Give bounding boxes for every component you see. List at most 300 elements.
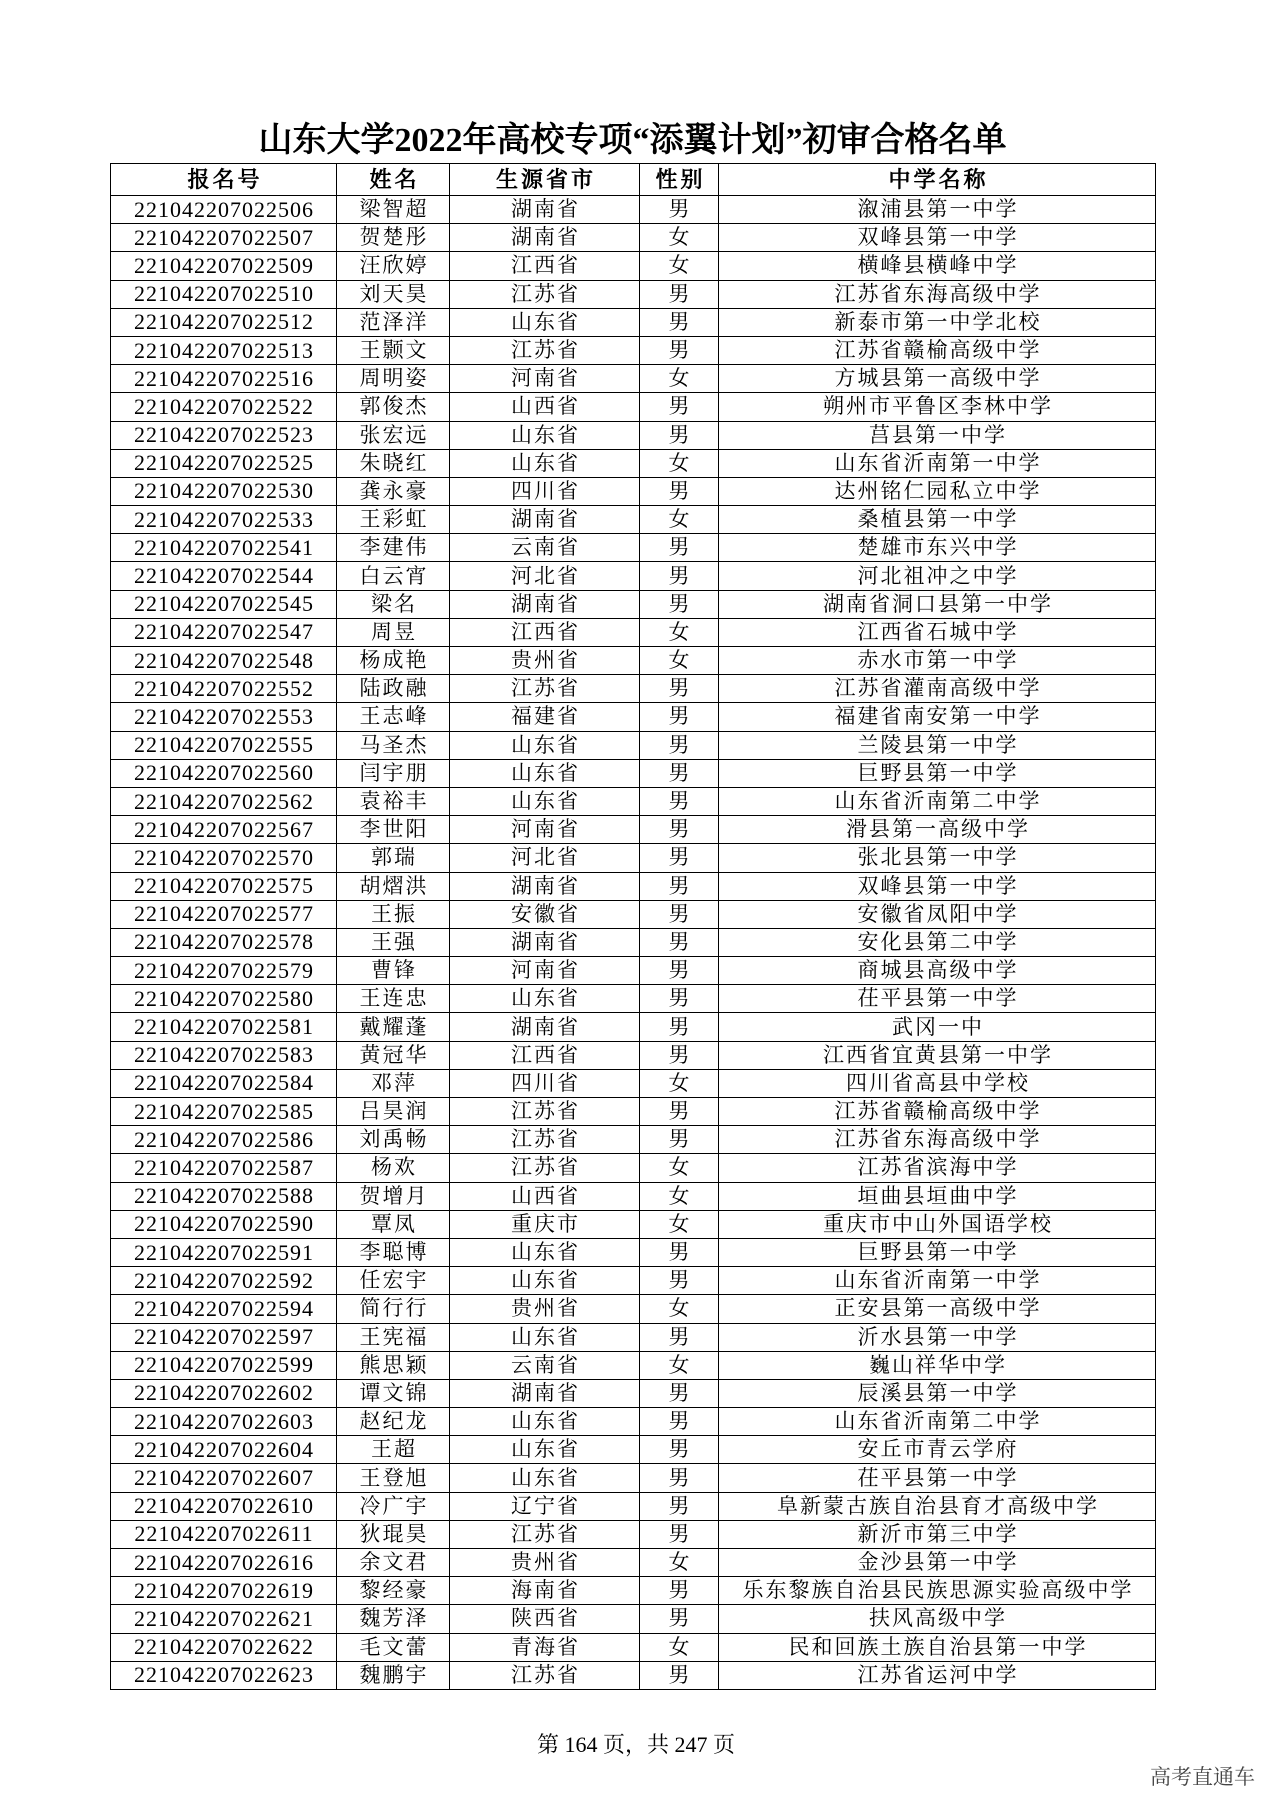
cell-name: 王登旭 (337, 1464, 450, 1492)
cell-gender: 男 (640, 788, 719, 816)
cell-name: 狄琨昊 (337, 1521, 450, 1549)
table-row (111, 1521, 1156, 1549)
cell-province: 云南省 (450, 1352, 640, 1380)
cell-gender: 女 (640, 1183, 719, 1211)
cell-gender: 男 (640, 337, 719, 365)
cell-reg-no: 221042207022560 (111, 760, 337, 788)
cell-reg-no: 221042207022525 (111, 450, 337, 478)
cell-name: 袁裕丰 (337, 788, 450, 816)
table-row (111, 422, 1156, 450)
cell-school: 江苏省灌南高级中学 (719, 675, 1156, 703)
watermark: 高考直通车 (1150, 1765, 1255, 1789)
cell-reg-no: 221042207022516 (111, 365, 337, 393)
cell-name: 王志峰 (337, 703, 450, 731)
cell-gender: 女 (640, 1549, 719, 1577)
cell-school: 茌平县第一中学 (719, 985, 1156, 1013)
table-row (111, 450, 1156, 478)
cell-school: 巨野县第一中学 (719, 760, 1156, 788)
cell-reg-no: 221042207022507 (111, 224, 337, 252)
cell-province: 山西省 (450, 393, 640, 421)
cell-gender: 女 (640, 1154, 719, 1182)
cell-reg-no: 221042207022533 (111, 506, 337, 534)
cell-name: 周明姿 (337, 365, 450, 393)
table-row (111, 337, 1156, 365)
table-row (111, 252, 1156, 280)
cell-gender: 男 (640, 1662, 719, 1690)
cell-reg-no: 221042207022611 (111, 1521, 337, 1549)
cell-name: 简行行 (337, 1295, 450, 1323)
cell-gender: 女 (640, 252, 719, 280)
cell-reg-no: 221042207022513 (111, 337, 337, 365)
table-row (111, 393, 1156, 421)
table-row (111, 1126, 1156, 1154)
cell-gender: 女 (640, 1352, 719, 1380)
cell-school: 横峰县横峰中学 (719, 252, 1156, 280)
cell-name: 杨成艳 (337, 647, 450, 675)
table-row (111, 562, 1156, 590)
table-row (111, 732, 1156, 760)
cell-province: 河南省 (450, 816, 640, 844)
table-row (111, 703, 1156, 731)
cell-province: 山东省 (450, 1408, 640, 1436)
table-row (111, 929, 1156, 957)
cell-province: 重庆市 (450, 1211, 640, 1239)
cell-gender: 男 (640, 844, 719, 872)
cell-province: 贵州省 (450, 647, 640, 675)
cell-province: 山东省 (450, 1267, 640, 1295)
cell-gender: 男 (640, 1577, 719, 1605)
cell-gender: 男 (640, 1605, 719, 1633)
cell-gender: 男 (640, 1013, 719, 1041)
cell-gender: 女 (640, 365, 719, 393)
table-row (111, 1013, 1156, 1041)
cell-name: 龚永豪 (337, 478, 450, 506)
cell-reg-no: 221042207022555 (111, 732, 337, 760)
cell-gender: 男 (640, 732, 719, 760)
cell-province: 湖南省 (450, 591, 640, 619)
cell-reg-no: 221042207022604 (111, 1436, 337, 1464)
cell-reg-no: 221042207022553 (111, 703, 337, 731)
cell-reg-no: 221042207022602 (111, 1380, 337, 1408)
cell-province: 山东省 (450, 788, 640, 816)
table-row (111, 1267, 1156, 1295)
table-row (111, 1295, 1156, 1323)
cell-school: 辰溪县第一中学 (719, 1380, 1156, 1408)
table-row (111, 901, 1156, 929)
table-row (111, 873, 1156, 901)
cell-province: 山东省 (450, 985, 640, 1013)
cell-gender: 男 (640, 591, 719, 619)
cell-province: 山东省 (450, 1239, 640, 1267)
cell-name: 陆政融 (337, 675, 450, 703)
cell-reg-no: 221042207022607 (111, 1464, 337, 1492)
cell-name: 范泽洋 (337, 309, 450, 337)
cell-school: 方城县第一高级中学 (719, 365, 1156, 393)
table-row (111, 478, 1156, 506)
cell-gender: 男 (640, 929, 719, 957)
header-name: 姓名 (337, 164, 450, 196)
header-gender: 性别 (640, 164, 719, 196)
cell-school: 江苏省运河中学 (719, 1662, 1156, 1690)
cell-gender: 男 (640, 760, 719, 788)
table-row (111, 1211, 1156, 1239)
cell-reg-no: 221042207022619 (111, 1577, 337, 1605)
cell-school: 江苏省赣榆高级中学 (719, 337, 1156, 365)
cell-province: 江苏省 (450, 1662, 640, 1690)
table-row (111, 675, 1156, 703)
cell-gender: 男 (640, 1267, 719, 1295)
cell-school: 垣曲县垣曲中学 (719, 1183, 1156, 1211)
table-body (111, 196, 1156, 1690)
cell-gender: 男 (640, 196, 719, 224)
cell-gender: 男 (640, 562, 719, 590)
cell-reg-no: 221042207022548 (111, 647, 337, 675)
cell-gender: 男 (640, 1042, 719, 1070)
table-row (111, 1239, 1156, 1267)
cell-name: 赵纪龙 (337, 1408, 450, 1436)
cell-province: 江西省 (450, 252, 640, 280)
cell-province: 江苏省 (450, 1154, 640, 1182)
cell-reg-no: 221042207022581 (111, 1013, 337, 1041)
cell-school: 江苏省滨海中学 (719, 1154, 1156, 1182)
cell-name: 熊思颖 (337, 1352, 450, 1380)
cell-gender: 男 (640, 675, 719, 703)
cell-school: 莒县第一中学 (719, 422, 1156, 450)
cell-name: 王振 (337, 901, 450, 929)
cell-school: 湖南省洞口县第一中学 (719, 591, 1156, 619)
cell-reg-no: 221042207022591 (111, 1239, 337, 1267)
cell-gender: 男 (640, 1098, 719, 1126)
cell-province: 山东省 (450, 760, 640, 788)
cell-school: 江苏省东海高级中学 (719, 281, 1156, 309)
cell-province: 湖南省 (450, 224, 640, 252)
cell-name: 闫宇朋 (337, 760, 450, 788)
cell-school: 巨野县第一中学 (719, 1239, 1156, 1267)
cell-school: 赤水市第一中学 (719, 647, 1156, 675)
cell-gender: 女 (640, 224, 719, 252)
cell-school: 四川省高县中学校 (719, 1070, 1156, 1098)
cell-reg-no: 221042207022588 (111, 1183, 337, 1211)
cell-gender: 男 (640, 1464, 719, 1492)
cell-school: 山东省沂南第二中学 (719, 1408, 1156, 1436)
cell-gender: 男 (640, 478, 719, 506)
cell-province: 四川省 (450, 1070, 640, 1098)
cell-name: 李建伟 (337, 534, 450, 562)
table-row (111, 1549, 1156, 1577)
cell-name: 王强 (337, 929, 450, 957)
table-row (111, 816, 1156, 844)
table-row (111, 1352, 1156, 1380)
cell-province: 福建省 (450, 703, 640, 731)
cell-school: 山东省沂南第一中学 (719, 1267, 1156, 1295)
cell-gender: 女 (640, 506, 719, 534)
cell-reg-no: 221042207022592 (111, 1267, 337, 1295)
cell-school: 溆浦县第一中学 (719, 196, 1156, 224)
cell-province: 辽宁省 (450, 1493, 640, 1521)
cell-province: 江苏省 (450, 281, 640, 309)
table-row (111, 1605, 1156, 1633)
table-row (111, 1408, 1156, 1436)
cell-name: 黎经豪 (337, 1577, 450, 1605)
cell-name: 周昱 (337, 619, 450, 647)
roster-table (110, 163, 1156, 1690)
cell-province: 湖南省 (450, 873, 640, 901)
table-row (111, 1098, 1156, 1126)
cell-reg-no: 221042207022599 (111, 1352, 337, 1380)
table-row (111, 647, 1156, 675)
table-row (111, 788, 1156, 816)
cell-province: 安徽省 (450, 901, 640, 929)
cell-gender: 男 (640, 1408, 719, 1436)
cell-name: 任宏宇 (337, 1267, 450, 1295)
cell-name: 覃凤 (337, 1211, 450, 1239)
cell-province: 河南省 (450, 365, 640, 393)
cell-name: 马圣杰 (337, 732, 450, 760)
cell-reg-no: 221042207022509 (111, 252, 337, 280)
cell-reg-no: 221042207022587 (111, 1154, 337, 1182)
cell-gender: 男 (640, 1521, 719, 1549)
cell-name: 戴耀蓬 (337, 1013, 450, 1041)
cell-gender: 女 (640, 619, 719, 647)
table-header-row (111, 164, 1156, 196)
cell-school: 金沙县第一中学 (719, 1549, 1156, 1577)
cell-reg-no: 221042207022583 (111, 1042, 337, 1070)
cell-school: 江苏省赣榆高级中学 (719, 1098, 1156, 1126)
cell-province: 山东省 (450, 1436, 640, 1464)
cell-reg-no: 221042207022585 (111, 1098, 337, 1126)
cell-school: 福建省南安第一中学 (719, 703, 1156, 731)
page-title: 山东大学2022年高校专项“添翼计划”初审合格名单 (258, 122, 1007, 159)
cell-province: 湖南省 (450, 506, 640, 534)
cell-gender: 男 (640, 957, 719, 985)
table-row (111, 281, 1156, 309)
cell-reg-no: 221042207022622 (111, 1634, 337, 1662)
cell-school: 江西省宜黄县第一中学 (719, 1042, 1156, 1070)
table-row (111, 1577, 1156, 1605)
cell-name: 魏鹏宇 (337, 1662, 450, 1690)
cell-gender: 男 (640, 1126, 719, 1154)
cell-school: 新泰市第一中学北校 (719, 309, 1156, 337)
cell-province: 云南省 (450, 534, 640, 562)
cell-name: 吕昊润 (337, 1098, 450, 1126)
cell-reg-no: 221042207022579 (111, 957, 337, 985)
cell-school: 朔州市平鲁区李林中学 (719, 393, 1156, 421)
cell-province: 山东省 (450, 450, 640, 478)
table-row (111, 196, 1156, 224)
cell-province: 山东省 (450, 422, 640, 450)
cell-reg-no: 221042207022621 (111, 1605, 337, 1633)
cell-reg-no: 221042207022544 (111, 562, 337, 590)
cell-reg-no: 221042207022523 (111, 422, 337, 450)
cell-reg-no: 221042207022577 (111, 901, 337, 929)
cell-name: 张宏远 (337, 422, 450, 450)
cell-reg-no: 221042207022603 (111, 1408, 337, 1436)
table-row (111, 1662, 1156, 1690)
cell-province: 贵州省 (450, 1549, 640, 1577)
cell-school: 乐东黎族自治县民族思源实验高级中学 (719, 1577, 1156, 1605)
cell-province: 河北省 (450, 562, 640, 590)
cell-school: 江西省石城中学 (719, 619, 1156, 647)
cell-reg-no: 221042207022590 (111, 1211, 337, 1239)
cell-province: 青海省 (450, 1634, 640, 1662)
cell-province: 山东省 (450, 1464, 640, 1492)
cell-province: 河北省 (450, 844, 640, 872)
cell-name: 郭俊杰 (337, 393, 450, 421)
cell-gender: 男 (640, 1380, 719, 1408)
cell-province: 江苏省 (450, 675, 640, 703)
cell-name: 朱晓红 (337, 450, 450, 478)
cell-name: 梁名 (337, 591, 450, 619)
table-row (111, 309, 1156, 337)
cell-reg-no: 221042207022586 (111, 1126, 337, 1154)
table-row (111, 1634, 1156, 1662)
cell-school: 楚雄市东兴中学 (719, 534, 1156, 562)
cell-reg-no: 221042207022610 (111, 1493, 337, 1521)
cell-gender: 男 (640, 703, 719, 731)
cell-province: 山东省 (450, 732, 640, 760)
cell-gender: 男 (640, 393, 719, 421)
table-row (111, 365, 1156, 393)
table-row (111, 591, 1156, 619)
cell-gender: 女 (640, 1211, 719, 1239)
cell-school: 张北县第一中学 (719, 844, 1156, 872)
cell-reg-no: 221042207022594 (111, 1295, 337, 1323)
cell-school: 新沂市第三中学 (719, 1521, 1156, 1549)
cell-name: 汪欣婷 (337, 252, 450, 280)
cell-province: 江西省 (450, 1042, 640, 1070)
cell-school: 正安县第一高级中学 (719, 1295, 1156, 1323)
cell-reg-no: 221042207022512 (111, 309, 337, 337)
header-province: 生源省市 (450, 164, 640, 196)
cell-gender: 男 (640, 281, 719, 309)
table-row (111, 844, 1156, 872)
cell-name: 杨欢 (337, 1154, 450, 1182)
cell-school: 安化县第二中学 (719, 929, 1156, 957)
cell-reg-no: 221042207022541 (111, 534, 337, 562)
cell-province: 四川省 (450, 478, 640, 506)
cell-name: 曹锋 (337, 957, 450, 985)
table-row (111, 224, 1156, 252)
table-row (111, 1493, 1156, 1521)
cell-name: 贺增月 (337, 1183, 450, 1211)
cell-province: 湖南省 (450, 1380, 640, 1408)
cell-gender: 女 (640, 1070, 719, 1098)
cell-school: 滑县第一高级中学 (719, 816, 1156, 844)
cell-school: 重庆市中山外国语学校 (719, 1211, 1156, 1239)
cell-province: 贵州省 (450, 1295, 640, 1323)
cell-school: 安徽省凤阳中学 (719, 901, 1156, 929)
cell-school: 武冈一中 (719, 1013, 1156, 1041)
table-row (111, 1380, 1156, 1408)
table-row (111, 985, 1156, 1013)
cell-gender: 女 (640, 1634, 719, 1662)
table-row (111, 619, 1156, 647)
cell-reg-no: 221042207022580 (111, 985, 337, 1013)
cell-name: 余文君 (337, 1549, 450, 1577)
cell-school: 茌平县第一中学 (719, 1464, 1156, 1492)
cell-gender: 男 (640, 873, 719, 901)
cell-reg-no: 221042207022616 (111, 1549, 337, 1577)
cell-school: 山东省沂南第二中学 (719, 788, 1156, 816)
cell-province: 江苏省 (450, 1098, 640, 1126)
cell-name: 黄冠华 (337, 1042, 450, 1070)
cell-name: 梁智超 (337, 196, 450, 224)
cell-school: 达州铭仁园私立中学 (719, 478, 1156, 506)
cell-reg-no: 221042207022562 (111, 788, 337, 816)
cell-name: 谭文锦 (337, 1380, 450, 1408)
cell-name: 郭瑞 (337, 844, 450, 872)
cell-province: 江西省 (450, 619, 640, 647)
table-row (111, 534, 1156, 562)
cell-gender: 女 (640, 1295, 719, 1323)
cell-gender: 男 (640, 1493, 719, 1521)
cell-gender: 男 (640, 422, 719, 450)
cell-gender: 男 (640, 309, 719, 337)
cell-province: 湖南省 (450, 196, 640, 224)
cell-reg-no: 221042207022530 (111, 478, 337, 506)
cell-province: 山西省 (450, 1183, 640, 1211)
page-footer: 第 164 页，共 247 页 (536, 1732, 735, 1757)
cell-name: 刘天昊 (337, 281, 450, 309)
table-row (111, 1324, 1156, 1352)
cell-school: 商城县高级中学 (719, 957, 1156, 985)
cell-name: 白云宵 (337, 562, 450, 590)
cell-province: 湖南省 (450, 929, 640, 957)
cell-province: 山东省 (450, 1324, 640, 1352)
cell-reg-no: 221042207022545 (111, 591, 337, 619)
cell-school: 双峰县第一中学 (719, 224, 1156, 252)
cell-name: 冷广宇 (337, 1493, 450, 1521)
cell-name: 毛文蕾 (337, 1634, 450, 1662)
cell-name: 王彩虹 (337, 506, 450, 534)
cell-province: 山东省 (450, 309, 640, 337)
table-row (111, 1436, 1156, 1464)
cell-name: 李聪博 (337, 1239, 450, 1267)
cell-reg-no: 221042207022584 (111, 1070, 337, 1098)
cell-reg-no: 221042207022547 (111, 619, 337, 647)
cell-name: 李世阳 (337, 816, 450, 844)
table-row (111, 1464, 1156, 1492)
cell-name: 邓萍 (337, 1070, 450, 1098)
cell-school: 江苏省东海高级中学 (719, 1126, 1156, 1154)
cell-name: 胡熠洪 (337, 873, 450, 901)
cell-province: 河南省 (450, 957, 640, 985)
cell-school: 山东省沂南第一中学 (719, 450, 1156, 478)
cell-province: 江苏省 (450, 1521, 640, 1549)
cell-name: 贺楚彤 (337, 224, 450, 252)
table-row (111, 1183, 1156, 1211)
cell-reg-no: 221042207022552 (111, 675, 337, 703)
cell-reg-no: 221042207022575 (111, 873, 337, 901)
cell-province: 湖南省 (450, 1013, 640, 1041)
cell-school: 桑植县第一中学 (719, 506, 1156, 534)
cell-gender: 男 (640, 534, 719, 562)
cell-reg-no: 221042207022570 (111, 844, 337, 872)
cell-reg-no: 221042207022623 (111, 1662, 337, 1690)
table-row (111, 1154, 1156, 1182)
cell-province: 江苏省 (450, 1126, 640, 1154)
cell-name: 王宪福 (337, 1324, 450, 1352)
table-row (111, 760, 1156, 788)
cell-province: 江苏省 (450, 337, 640, 365)
header-reg-no: 报名号 (111, 164, 337, 196)
cell-gender: 女 (640, 647, 719, 675)
cell-reg-no: 221042207022506 (111, 196, 337, 224)
cell-name: 王颢文 (337, 337, 450, 365)
header-school: 中学名称 (719, 164, 1156, 196)
cell-reg-no: 221042207022597 (111, 1324, 337, 1352)
cell-province: 海南省 (450, 1577, 640, 1605)
